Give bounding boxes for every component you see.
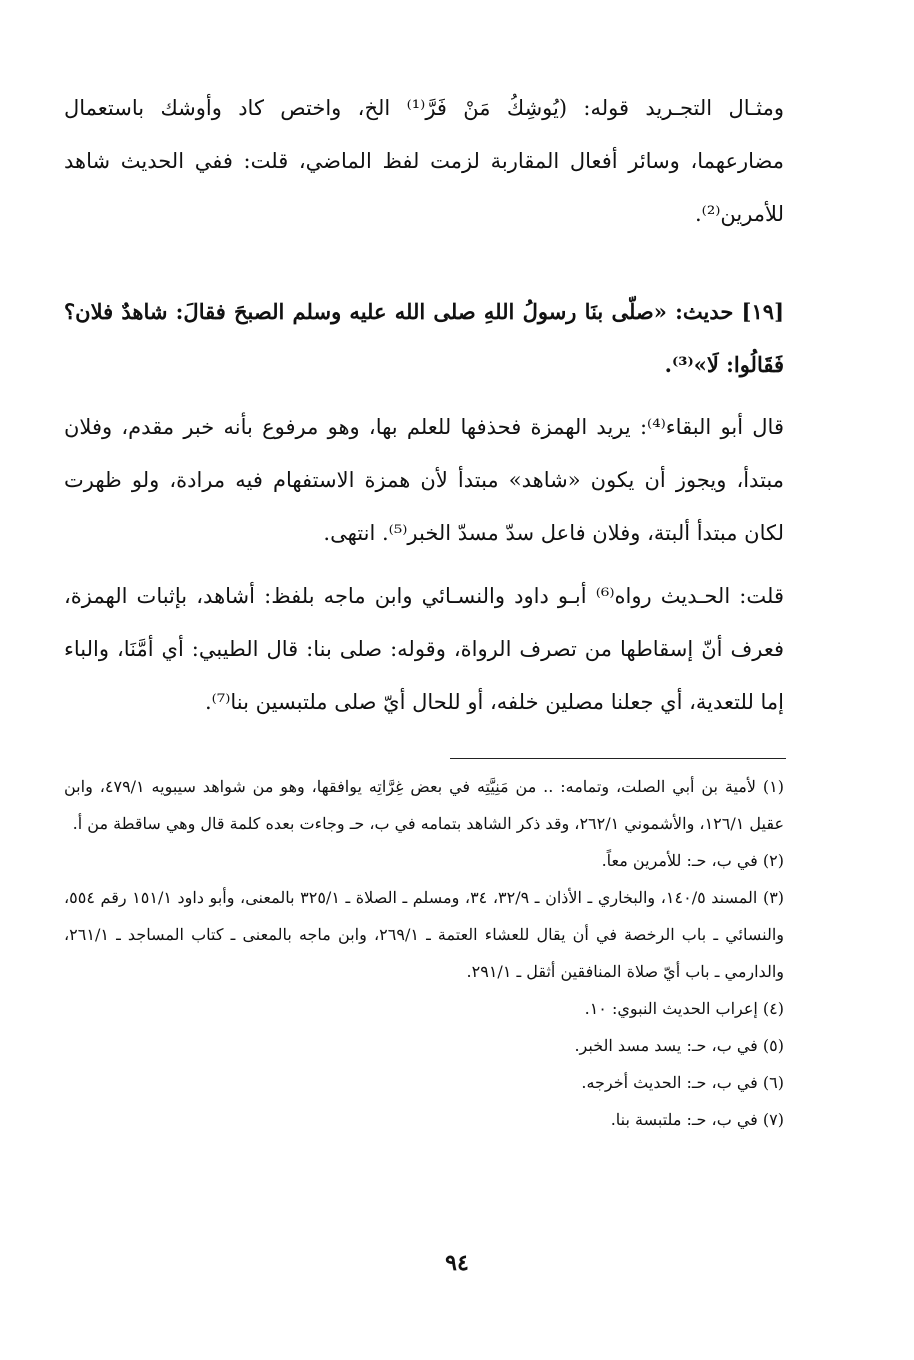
footnotes: [64, 768, 784, 1138]
page-number: ٩٤: [445, 1250, 469, 1276]
footnote-1: (١) لأمية بن أبي الصلت، وتمامه: .. من مَنِيَّتِه في بعض غِرَّاتِه يوافقها، وهو من شواهد سيبويه ٤٧٩/١، وابن عقيل ١٢٦/١، والأشموني ٢٦٢/١، وقد ذكر الشاهد بتمامه في ب، حـ وجاءت بعده كلمة قال وهي ساقطة من أ.: [64, 777, 784, 833]
footnote-2: (٢) في ب، حـ: للأمرين معاً.: [601, 851, 784, 870]
paragraph-tajrid-example: ومثـال التجـريد قوله: (يُوشِكُ مَنْ فَرَّ⁽¹⁾ الخ، واختص كاد وأوشك باستعمال مضارعهما، وسائر أفعال المقاربة لزمت لفظ الماضي، قلت: ففي الحديث شاهد للأمرين⁽²⁾.: [64, 96, 784, 226]
footnote-5: (٥) في ب، حـ: يسد مسد الخبر.: [574, 1036, 784, 1055]
footnote-3: (٣) المسند ١٤٠/٥، والبخاري ـ الأذان ـ ٣٢/٩، ٣٤، ومسلم ـ الصلاة ـ ٣٢٥/١ بالمعنى، وأبو داود ١٥١/١ رقم ٥٥٤، والنسائي ـ باب الرخصة في أن يقال للعشاء العتمة ـ ٢٦٩/١، وابن ماجه بالمعنى ـ كتاب المساجد ـ ٢٦١/١، والدارمي ـ باب أيّ صلاة المنافقين أثقل ـ ٢٩١/١.: [64, 888, 785, 981]
hadith-19-heading: [١٩] حديث: «صلّى بنَا رسولُ اللهِ صلى الله عليه وسلم الصبحَ فقالَ: شاهدٌ فلان؟ فَقَالُوا: لَا»⁽³⁾.: [64, 299, 784, 377]
main-text: [64, 82, 784, 729]
footnote-4: (٤) إعراب الحديث النبوي: ١٠.: [584, 999, 784, 1018]
footnote-6: (٦) في ب، حـ: الحديث أخرجه.: [581, 1073, 784, 1092]
footnote-separator: [450, 758, 786, 759]
footnote-7: (٧) في ب، حـ: ملتبسة بنا.: [610, 1110, 784, 1129]
paragraph-abu-al-baqa: قال أبو البقاء⁽⁴⁾: يريد الهمزة فحذفها للعلم بها، وهو مرفوع بأنه خبر مقدم، وفلان مبتدأ، ويجوز أن يكون «شاهد» مبتدأ لأن همزة الاستفهام فيه مرادة، ولو ظهرت لكان مبتدأ ألبتة، وفلان فاعل سدّ مسدّ الخبر⁽⁵⁾. انتهى.: [64, 415, 784, 545]
paragraph-hadith-narration: قلت: الحـديث رواه⁽⁶⁾ أبـو داود والنسـائي وابن ماجه بلفظ: أشاهد، بإثبات الهمزة، فعرف أنّ إسقاطها من تصرف الرواة، وقوله: صلى بنا: قال الطيبي: أي أمَّنَا، والباء إما للتعدية، أي جعلنا مصلين خلفه، أو للحال أيّ صلى ملتبسين بنا⁽⁷⁾.: [64, 584, 784, 714]
